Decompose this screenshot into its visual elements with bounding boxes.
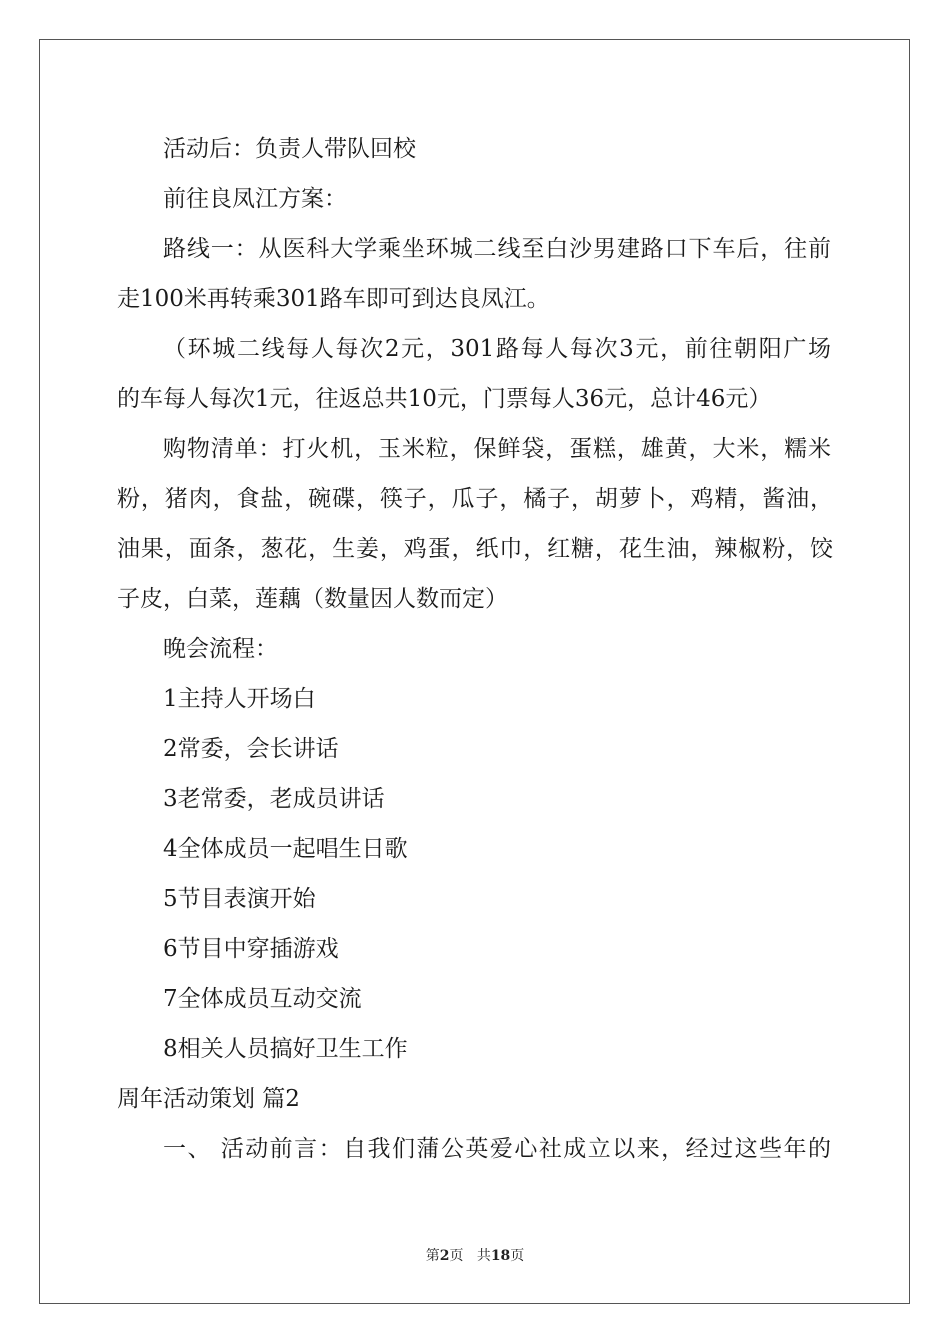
text-line: 一、 活动前言：自我们蒲公英爱心社成立以来，经过这些年的 — [163, 1136, 831, 1162]
text-line: （环城二线每人每次2元，301路每人每次3元，前往朝阳广场 — [163, 336, 831, 362]
footer-total-prefix: 共 — [476, 1248, 491, 1264]
text-line: 粉，猪肉，食盐，碗碟，筷子，瓜子，橘子，胡萝卜，鸡精，酱油， — [117, 486, 833, 512]
text-line: 的车每人每次1元，往返总共10元，门票每人36元，总计46元） — [117, 386, 772, 412]
list-item: 5节目表演开始 — [163, 886, 316, 912]
footer-page-number: 2 — [439, 1248, 450, 1264]
text-line: 走100米再转乘301路车即可到达良凤江。 — [117, 286, 550, 312]
footer-total-suffix: 页 — [510, 1248, 525, 1264]
text-line: 晚会流程： — [163, 636, 278, 662]
text-line: 油果，面条，葱花，生姜，鸡蛋，纸巾，红糖，花生油，辣椒粉，饺 — [117, 536, 833, 562]
section-heading: 周年活动策划 篇2 — [117, 1086, 300, 1112]
footer-total-pages: 18 — [490, 1248, 511, 1264]
page-footer — [0, 1245, 950, 1265]
footer-page-suffix: 页 — [449, 1248, 464, 1264]
list-item: 3老常委，老成员讲话 — [163, 786, 385, 812]
text-line: 路线一：从医科大学乘坐环城二线至白沙男建路口下车后，往前 — [163, 236, 831, 262]
list-item: 4全体成员一起唱生日歌 — [163, 836, 408, 862]
list-item: 8相关人员搞好卫生工作 — [163, 1036, 408, 1062]
text-line: 购物清单：打火机，玉米粒，保鲜袋，蛋糕，雄黄，大米，糯米 — [163, 436, 831, 462]
text-line: 前往良凤江方案： — [163, 186, 347, 212]
list-item: 6节目中穿插游戏 — [163, 936, 339, 962]
footer-page-prefix: 第 — [425, 1248, 440, 1264]
text-line: 子皮，白菜，莲藕（数量因人数而定） — [117, 586, 508, 612]
list-item: 2常委，会长讲话 — [163, 736, 339, 762]
page-border — [39, 39, 910, 1304]
list-item: 1主持人开场白 — [163, 686, 316, 712]
list-item: 7全体成员互动交流 — [163, 986, 362, 1012]
text-line: 活动后：负责人带队回校 — [163, 136, 416, 162]
